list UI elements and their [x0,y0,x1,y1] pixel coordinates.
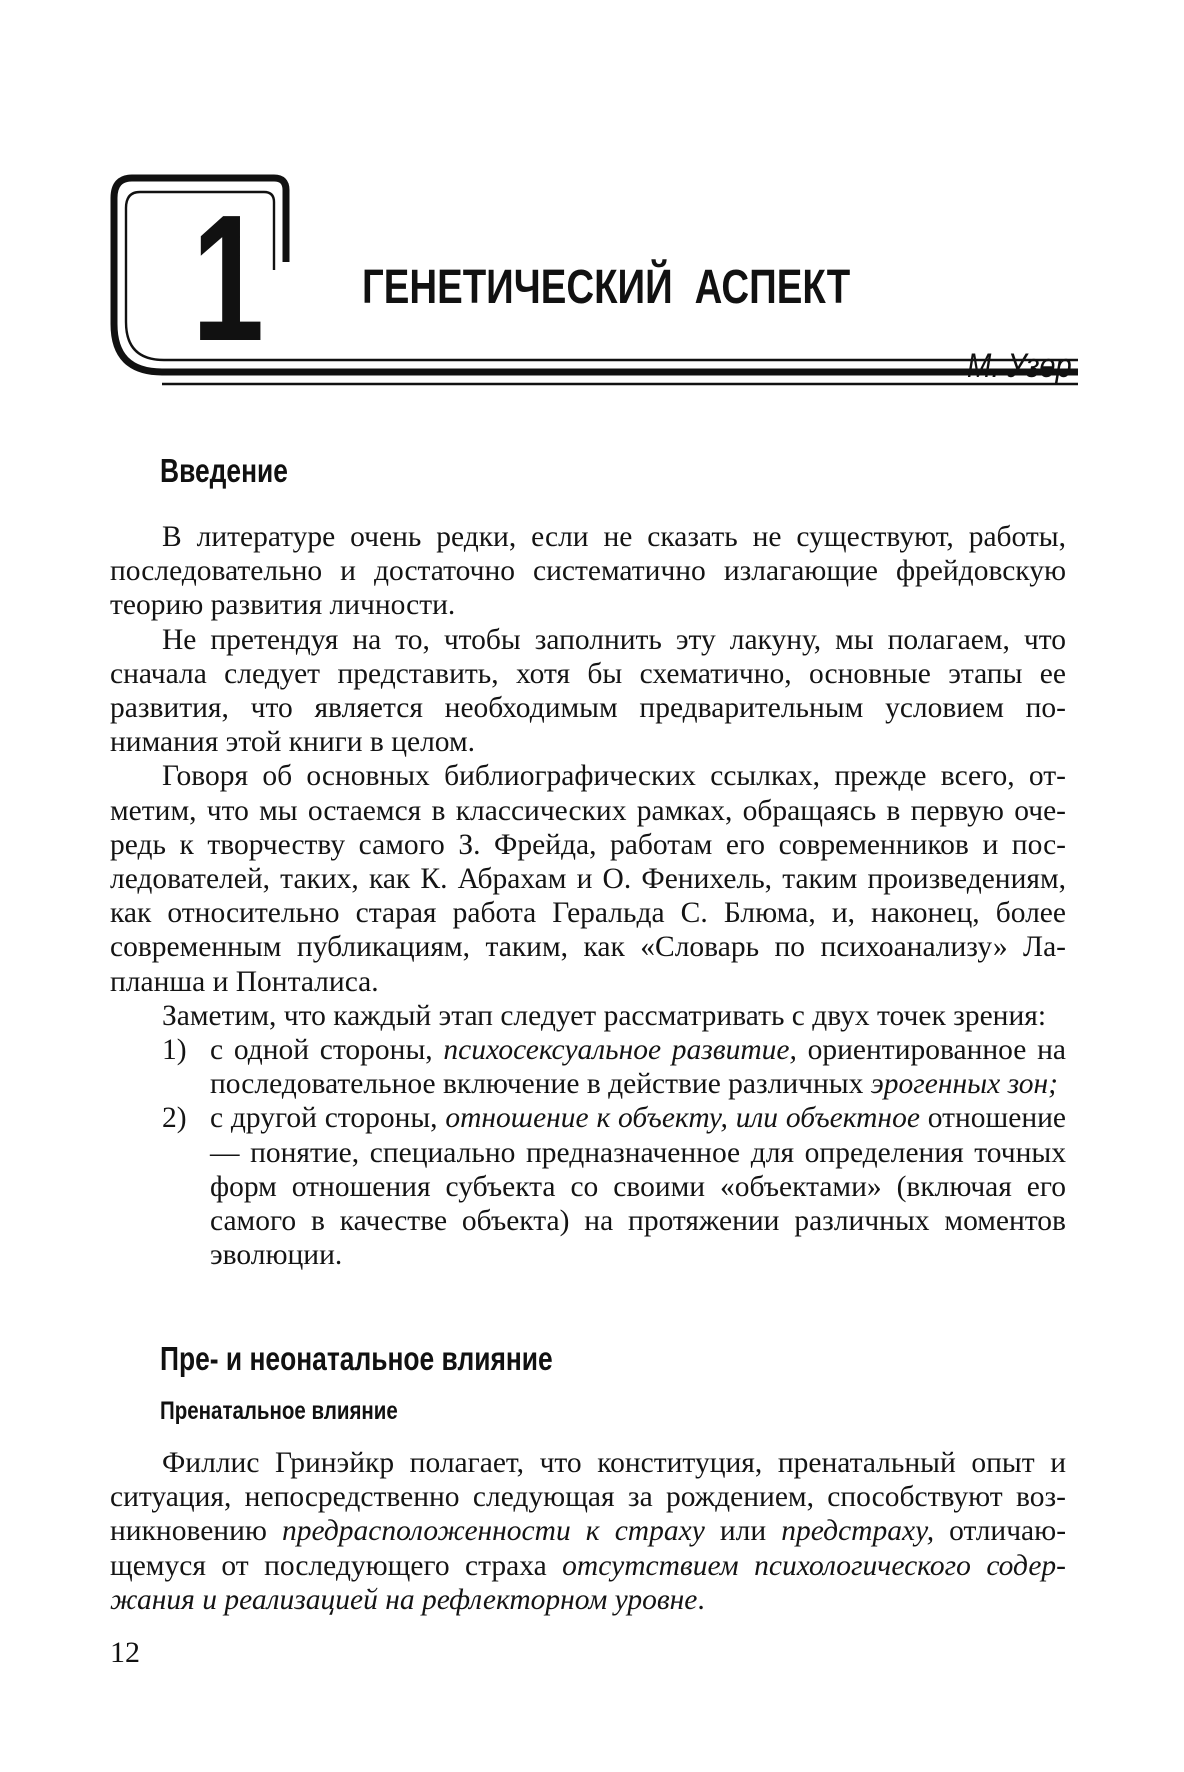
list-marker: 1) [162,1034,187,1067]
prenatal-emphasis: предстраху, [781,1515,935,1548]
page-number: 12 [110,1636,140,1669]
section-heading-perinatal: Пре- и неонатальное влияние [160,1340,553,1377]
subsection-heading-prenatal: Пренатальное влияние [160,1397,398,1425]
list-text: отношение — понятие, специально предназначенное для определения точных форм отношения субъекта со своими «объектами» (включая его самого в качестве объекта) на протяжении различных моментов эволюции. [210,1102,1066,1272]
prenatal-text-run: . [697,1583,705,1616]
chapter-title: ГЕНЕТИЧЕСКИЙ АСПЕКТ [362,261,851,314]
prenatal-text-run: или [704,1515,782,1548]
list-emphasis: эрогенных зон; [870,1068,1058,1101]
prenatal-text-run: отличающемуся от последующего страха [110,1515,1067,1582]
intro-text [110,520,1066,1272]
list-text: с одной стороны, [210,1034,444,1067]
chapter-author: М. Узер [967,347,1072,385]
section-heading-intro: Введение [160,452,288,489]
prenatal-text-run: Филлис Гринэйкр полагает, что конституция, пренатальный опыт и ситуация, непосредственно следующая за рождением, способствуют возникновению [110,1447,1066,1548]
list-emphasis: отношение к объекту, или объектное [445,1102,920,1135]
prenatal-emphasis: предрасположенности к страху [282,1515,705,1548]
prenatal-text [110,1446,1066,1617]
prenatal-emphasis: отсутствием психологического содержания и реализацией на рефлекторном уровне [110,1549,1066,1616]
intro-paragraph-1: В литературе очень редки, если не сказать не существуют, работы, последовательно и достаточно систематично излагающие фрейдовскую теорию развития личности. [110,521,1066,622]
prenatal-paragraph [110,1446,1066,1617]
viewpoint-list [110,1033,1066,1272]
chapter-number: 1 [191,178,265,379]
intro-paragraph-4: Заметим, что каждый этап следует рассматривать с двух точек зрения: [162,999,1047,1032]
list-marker: 2) [162,1102,187,1135]
list-text: с другой стороны, [210,1102,446,1135]
list-item [110,1033,1066,1101]
list-emphasis: психосексуальное развитие, [443,1034,797,1067]
list-text: ориентированное на последовательное включение в действие различных [210,1034,1067,1101]
list-item [110,1101,1066,1272]
intro-paragraph-2: Не претендуя на то, чтобы заполнить эту лакуну, мы полагаем, что сначала следует представить, хотя бы схематично, основные этапы ее развития, что является необходимым предварительным условием понимания этой книги в целом. [110,623,1066,759]
intro-paragraph-3: Говоря об основных библиографических ссылках, прежде всего, отметим, что мы остаемся в классических рамках, обращаясь в первую очередь к творчеству самого З. Фрейда, работам его современников и последователей, таких, как К. Абрахам и О. Фенихель, таким произведениям, как относительно старая работа Геральда С. Блюма, и, наконец, более современным публикациям, таким, как «Словарь по психоанализу» Лапланша и Понталиса. [110,760,1066,998]
